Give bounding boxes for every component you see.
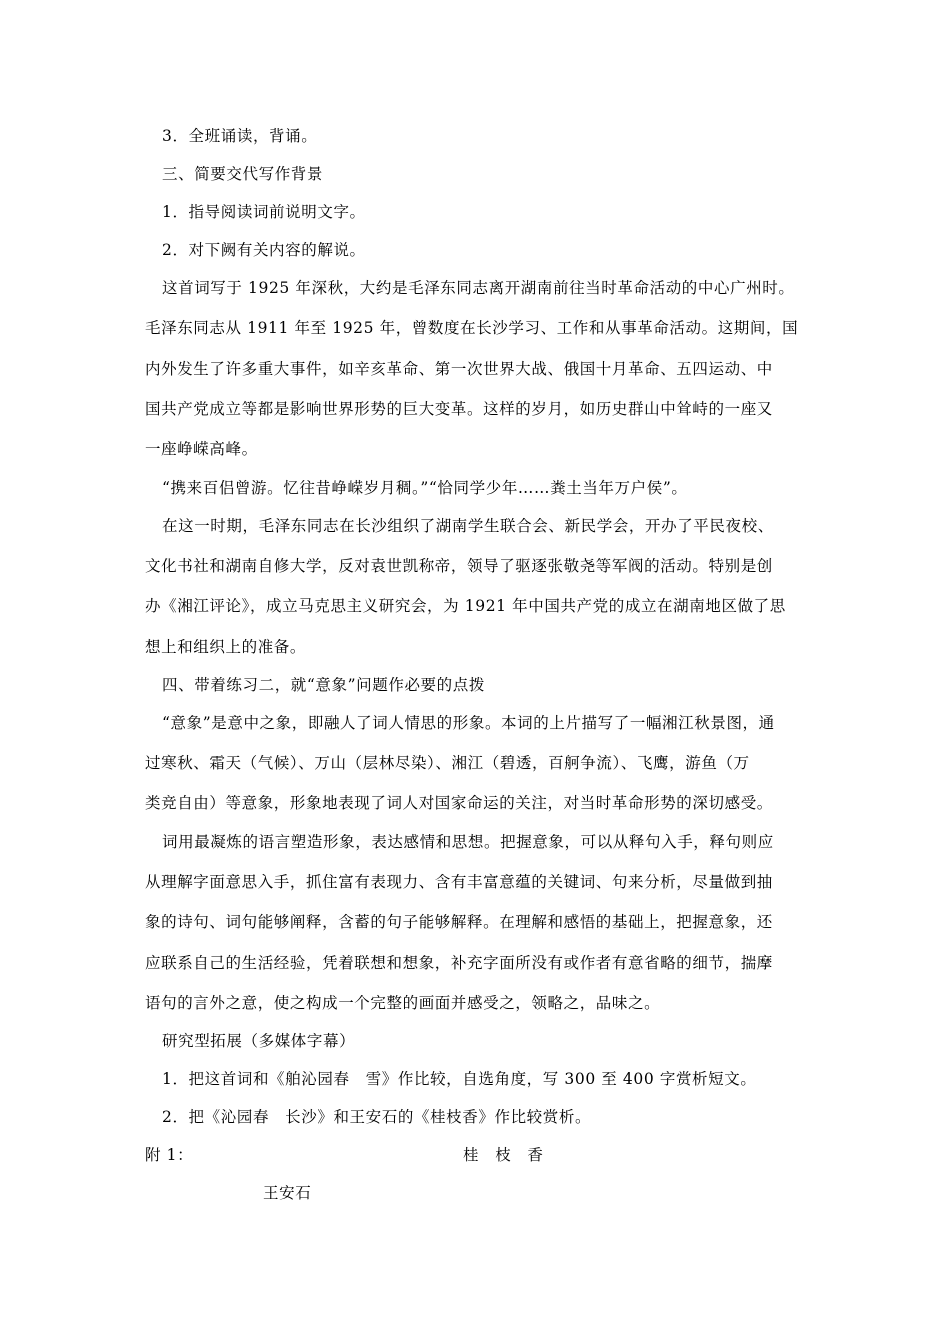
appendix-label: 附 1： [145,1146,194,1164]
paragraph-line: 想上和组织上的准备。 [145,638,307,656]
paragraph-line: 象的诗句、词句能够阐释，含蓄的句子能够解释。在理解和感悟的基础上，把握意象，还 [145,913,773,931]
paragraph-line: 2．对下阙有关内容的解说。 [162,241,366,259]
paragraph-line: 3．全班诵读，背诵。 [162,127,318,145]
paragraph-line: 国共产党成立等都是影响世界形势的巨大变革。这样的岁月，如历史群山中耸峙的一座又 [145,400,773,418]
paragraph-line: 2．把《沁园春 长沙》和王安石的《桂枝香》作比较赏析。 [162,1108,592,1126]
paragraph-line: 1．把这首词和《舶沁园春 雪》作比较，自选角度，写 300 至 400 字赏析短文。 [162,1070,757,1088]
paragraph-line: 语句的言外之意，使之构成一个完整的画面并感受之，领略之，品味之。 [145,994,661,1012]
paragraph-line: “携来百侣曾游。忆往昔峥嵘岁月稠。”“恰同学少年……粪土当年万户侯”。 [162,479,688,497]
paragraph-line: 应联系自己的生活经验，凭着联想和想象，补充字面所没有或作者有意省略的细节，揣摩 [145,954,773,972]
paragraph-line: 类竞自由）等意象，形象地表现了词人对国家命运的关注，对当时革命形势的深切感受。 [145,794,773,812]
poem-title: 桂 枝 香 [463,1146,544,1164]
section-heading: 四、带着练习二，就“意象”问题作必要的点拨 [162,676,485,694]
paragraph-line: 过寒秋、霜天（气候）、万山（层林尽染）、湘江（碧透，百舸争流）、飞鹰，游鱼（万 [145,754,750,772]
section-heading: 研究型拓展（多媒体字幕） [162,1032,356,1050]
paragraph-line: 一座峥嵘高峰。 [145,440,258,458]
paragraph-line: 内外发生了许多重大事件，如辛亥革命、第一次世界大战、俄国十月革命、五四运动、中 [145,360,773,378]
paragraph-line: 办《湘江评论》，成立马克思主义研究会，为 1921 年中国共产党的成立在湖南地区做了思 [145,597,786,615]
paragraph-line: 从理解字面意思入手，抓住富有表现力、含有丰富意蕴的关键词、句来分析，尽量做到抽 [145,873,773,891]
paragraph-line: 这首词写于 1925 年深秋，大约是毛泽东同志离开湖南前往当时革命活动的中心广州时。 [162,279,795,297]
paragraph-line: 毛泽东同志从 1911 年至 1925 年，曾数度在长沙学习、工作和从事革命活动。这期间，国 [145,319,799,337]
section-heading: 三、简要交代写作背景 [162,165,324,183]
paragraph-line: 词用最凝炼的语言塑造形象，表达感情和思想。把握意象，可以从释句入手，释句则应 [162,833,774,851]
paragraph-line: 在这一时期，毛泽东同志在长沙组织了湖南学生联合会、新民学会，开办了平民夜校、 [162,517,774,535]
paragraph-line: 1．指导阅读词前说明文字。 [162,203,366,221]
paragraph-line: “意象”是意中之象，即融人了词人情思的形象。本词的上片描写了一幅湘江秋景图，通 [162,714,775,732]
paragraph-line: 文化书社和湖南自修大学，反对袁世凯称帝，领导了驱逐张敬尧等军阀的活动。特别是创 [145,557,773,575]
poem-author: 王安石 [263,1184,312,1202]
